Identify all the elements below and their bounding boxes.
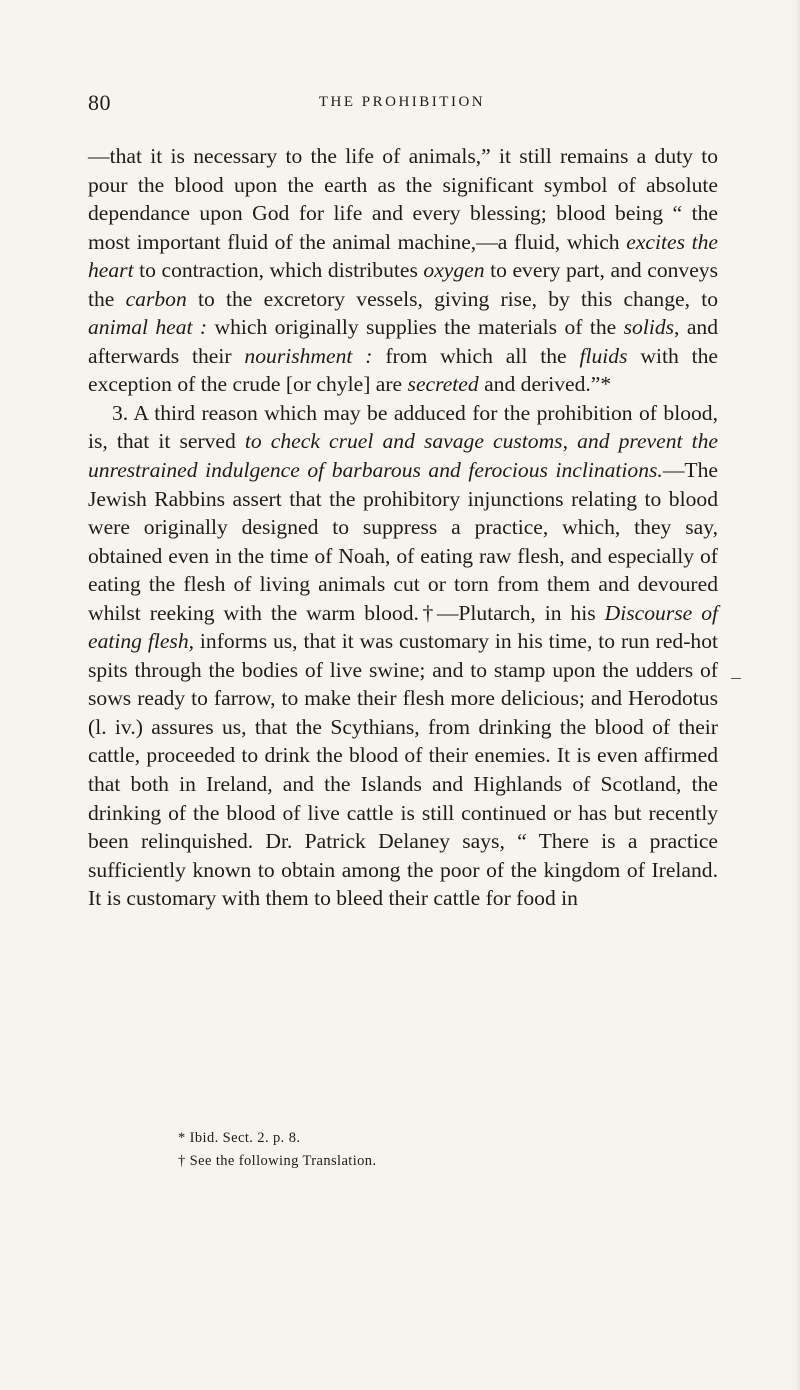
- footnote-ibid: * Ibid. Sect. 2. p. 8.: [178, 1130, 301, 1146]
- body-text: [88, 142, 718, 913]
- footnote-translation: † See the following Translation.: [178, 1153, 377, 1169]
- page-header: [88, 90, 716, 120]
- running-head: THE PROHIBITION: [318, 94, 486, 110]
- page-edge-shadow: [794, 0, 800, 1390]
- footnotes: [178, 1127, 698, 1173]
- paragraph-third-reason: 3. A third reason which may be adduced for the prohibition of blood, is, that it served to check cruel and savage customs, and prevent the unrestrained indulgence of barbarous and ferocious inclinations.—The Jewish Rabbins assert that the prohibitory injunctions relating to blood were originally designed to suppress a practice, which, they say, obtained even in the time of Noah, of eating raw flesh, and especially of eating the flesh of living animals cut or torn from them and devoured whilst reeking with the warm blood.†—Plutarch, in his Discourse of eating flesh, informs us, that it was customary in his time, to run red-hot spits through the bodies of live swine; and to stamp upon the udders of sows ready to farrow, to make their flesh more delicious; and Herodotus (l. iv.) assures us, that the Scythians, from drinking the blood of their cattle, proceeded to drink the blood of their enemies. It is even affirmed that both in Ireland, and the Islands and Highlands of Scotland, the drinking of the blood of live cattle is still continued or has but recently been relinquished. Dr. Patrick Delaney says, “ There is a practice sufficiently known to obtain among the poor of the kingdom of Ireland. It is customary with them to bleed their cattle for food in: [88, 400, 718, 911]
- margin-mark: [731, 678, 741, 679]
- page-number: 80: [88, 90, 111, 115]
- paragraph-continued: —that it is necessary to the life of animals,” it still remains a duty to pour the blood upon the earth as the significant symbol of absolute dependance upon God for life and every blessing; blood being “ the most important fluid of the animal machine,—a fluid, which excites the heart to contraction, which distributes oxygen to every part, and conveys the carbon to the excretory vessels, giving rise, by this change, to animal heat : which originally supplies the materials of the solids, and afterwards their nourishment : from which all the fluids with the exception of the crude [or chyle] are secreted and derived.”*: [88, 144, 719, 397]
